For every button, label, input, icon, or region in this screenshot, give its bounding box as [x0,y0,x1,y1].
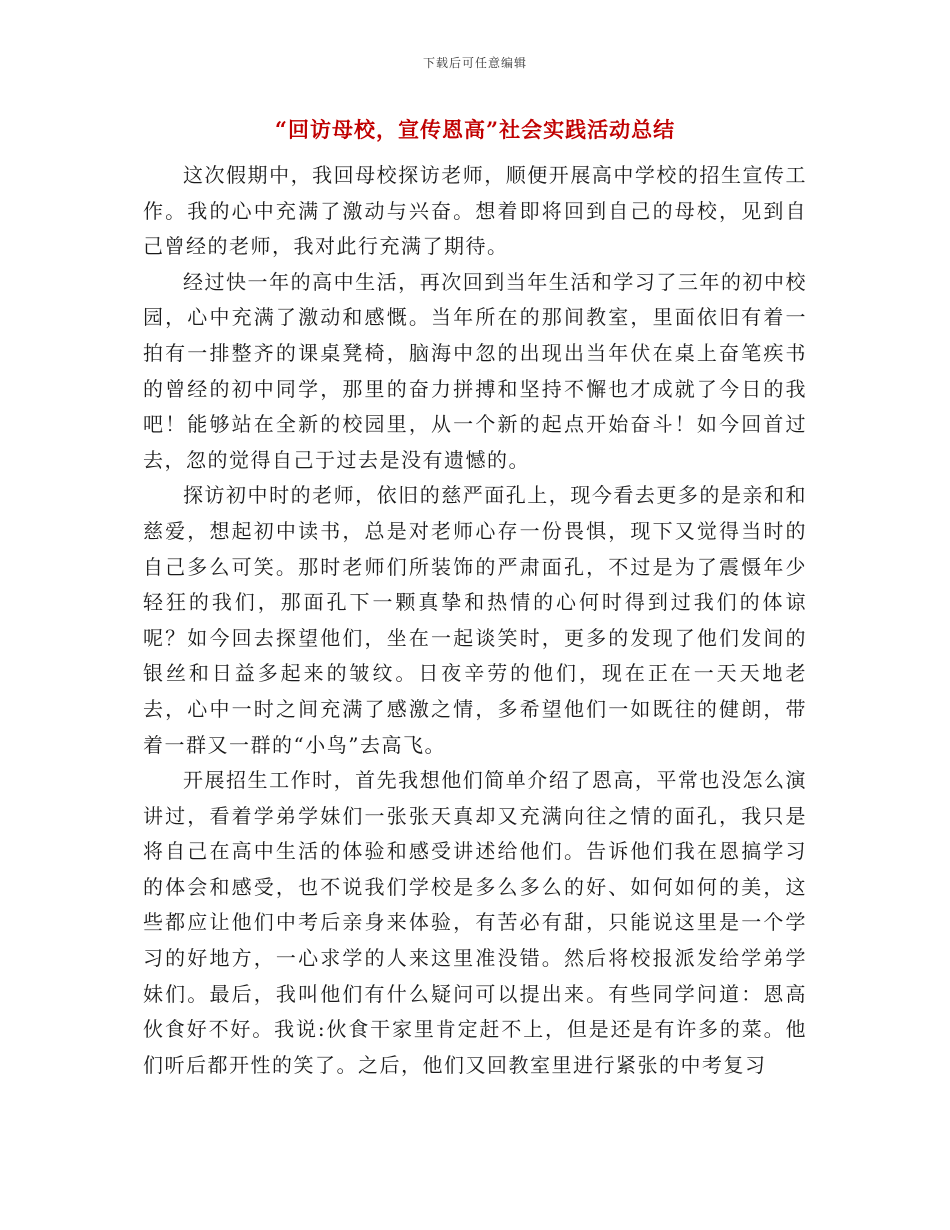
paragraph-3: 探访初中时的老师，依旧的慈严面孔上，现今看去更多的是亲和和慈爱，想起初中读书，总是对老师心存一份畏惧，现下又觉得当时的自己多么可笑。那时老师们所装饰的严肃面孔，不过是为了震慑年少轻狂的我们，那面孔下一颗真挚和热情的心何时得到过我们的体谅呢？如今回去探望他们，坐在一起谈笑时，更多的发现了他们发间的银丝和日益多起来的皱纹。日夜辛劳的他们，现在正在一天天地老去，心中一时之间充满了感激之情，多希望他们一如既往的健朗，带着一群又一群的“小鸟”去高飞。 [143,483,807,757]
paragraph-1: 这次假期中，我回母校探访老师，顺便开展高中学校的招生宣传工作。我的心中充满了激动与兴奋。想着即将回到自己的母校，见到自己曾经的老师，我对此行充满了期待。 [143,163,807,259]
paragraph-4: 开展招生工作时，首先我想他们简单介绍了恩高，平常也没怎么演讲过，看着学弟学妹们一张张天真却又充满向往之情的面孔，我只是将自己在高中生活的体验和感受讲述给他们。告诉他们我在恩搞学习的体会和感受，也不说我们学校是多么多么的好、如何如何的美，这些都应让他们中考后亲身来体验，有苦必有甜，只能说这里是一个学习的好地方，一心求学的人来这里准没错。然后将校报派发给学弟学妹们。最后，我叫他们有什么疑问可以提出来。有些同学问道：恩高伙食好不好。我说:伙食干家里肯定赶不上，但是还是有许多的菜。他们听后都开性的笑了。之后，他们又回教室里进行紧张的中考复习 [143,768,807,1077]
page-header-note: 下载后可任意编辑 [422,56,527,70]
document-body [143,158,807,1083]
paragraph-2: 经过快一年的高中生活，再次回到当年生活和学习了三年的初中校园，心中充满了激动和感慨。当年所在的那间教室，里面依旧有着一拍有一排整齐的课桌凳椅，脑海中忽的出现出当年伏在桌上奋笔疾书的曾经的初中同学，那里的奋力拼搏和坚持不懈也才成就了今日的我吧！能够站在全新的校园里，从一个新的起点开始奋斗！如今回首过去，忽的觉得自己于过去是没有遗憾的。 [143,269,807,472]
document-title: “回访母校，宣传恩高”社会实践活动总结 [274,117,676,142]
